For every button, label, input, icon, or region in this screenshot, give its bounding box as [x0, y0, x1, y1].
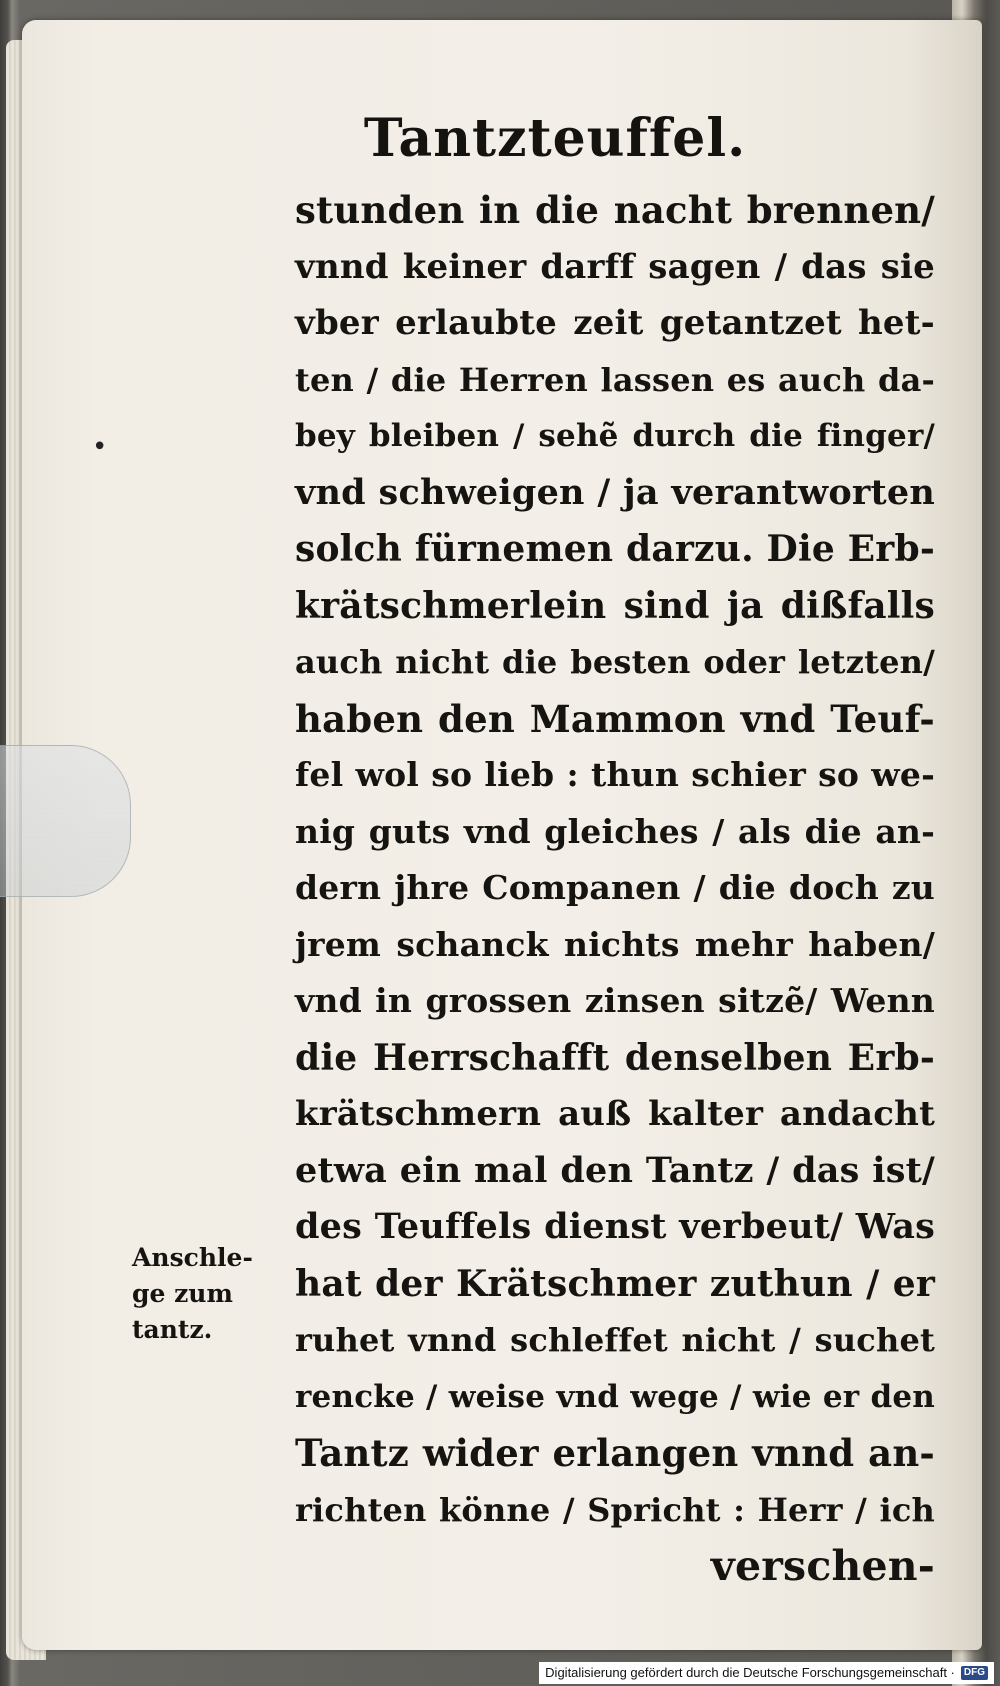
text-line: ten / die Herren lassen es auch da- — [295, 360, 935, 399]
margin-mark: • — [92, 432, 108, 462]
text-line: richten könne / Spricht : Herr / ich — [295, 1490, 935, 1529]
text-line: haben den Mammon vnd Teuf- — [295, 696, 935, 741]
dfg-logo: DFG — [961, 1666, 988, 1680]
text-line: des Teuffels dienst verbeut/ Was — [295, 1206, 935, 1247]
text-line: hat der Krätschmer zuthun / er — [295, 1262, 935, 1305]
text-line: auch nicht die besten oder letzten/ — [295, 643, 935, 681]
text-line: solch fürnemen darzu. Die Erb- — [295, 528, 935, 570]
page-clip — [0, 745, 131, 897]
text-line: etwa ein mal den Tantz / das ist/ — [295, 1149, 935, 1191]
catchword: verschen- — [710, 1542, 935, 1590]
text-line: vnd schweigen / ja verantworten — [295, 471, 935, 513]
text-line: bey bleiben / sehẽ durch die finger/ — [295, 418, 935, 454]
text-line: vnd in grossen zinsen sitzẽ/ Wenn — [295, 981, 935, 1020]
text-line: nig guts vnd gleiches / als die an- — [295, 811, 935, 851]
marginal-note — [132, 1240, 252, 1348]
text-line: vber erlaubte zeit getantzet het- — [295, 303, 935, 343]
marginal-note-line: ge zum — [132, 1279, 233, 1308]
page-body-text — [295, 182, 935, 1595]
text-line: vnnd keiner darff sagen / das sie — [295, 246, 935, 287]
running-head: Tantzteuffel. — [363, 108, 747, 169]
text-line: fel wol so lieb : thun schier so we- — [295, 755, 935, 794]
marginal-note-line: Anschle- — [132, 1243, 253, 1272]
text-line: krätschmerlein sind ja dißfalls — [295, 584, 935, 627]
marginal-note-line: tantz. — [132, 1315, 213, 1344]
text-line: ruhet vnnd schleffet nicht / suchet — [295, 1321, 935, 1359]
text-line: rencke / weise vnd wege / wie er den — [295, 1378, 935, 1415]
text-line: Tantz wider erlangen vnnd an- — [295, 1431, 935, 1475]
text-line: krätschmern auß kalter andacht — [295, 1094, 935, 1134]
digitization-credit — [539, 1662, 994, 1684]
text-line: stunden in die nacht brennen/ — [295, 188, 935, 232]
text-line: dern jhre Companen / die doch zu — [295, 868, 935, 907]
text-line: jrem schanck nichts mehr haben/ — [295, 924, 935, 964]
credit-text: Digitalisierung gefördert durch die Deutsche Forschungsgemeinschaft · — [545, 1665, 955, 1680]
text-line: die Herrschafft denselben Erb- — [295, 1036, 935, 1079]
